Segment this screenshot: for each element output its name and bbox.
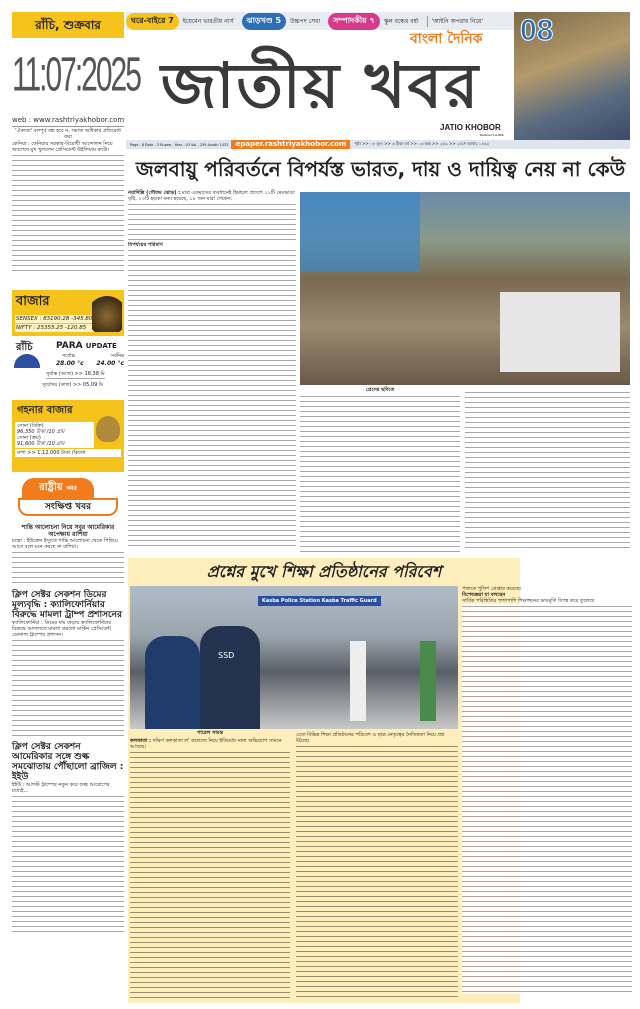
lead-article-col2	[300, 394, 460, 552]
strip-right: পৃষ্ঠা >> ০৮ মূল্য >> ৩ টাকা বর্ষ >> ০৩ অঙ্ক >> ২৫৯ >> ২৫শে আষাঢ় ১৪৩২	[354, 141, 490, 146]
lead-subhead: বিপর্যয়ের পরিমাণ	[128, 242, 163, 248]
brief-lead: মস্কো : ইউক্রেন ইস্যুতে শান্তি আলোচনা থেকে পিছিয়ে আসে বলে মনে করছে না রাশিয়া।	[12, 538, 118, 550]
info-strip	[126, 140, 630, 149]
second-headline: প্রশ্নের মুখে শিক্ষা প্রতিষ্ঠানের পরিবেশ	[206, 562, 442, 581]
teaser-4[interactable]	[427, 16, 483, 27]
teaser-3[interactable]	[328, 13, 418, 30]
second-col2	[296, 732, 458, 1000]
teaser-text: উচ্চপদ সেবা	[290, 17, 321, 25]
section-title-a: রাষ্ট্রীয়	[39, 482, 63, 493]
lead-photo	[300, 192, 630, 385]
epaper-link[interactable]: epaper.rashtriyakhobor.com	[231, 140, 350, 149]
lead-text: মাত্র একমাসের ব্যবধানেই হিমাচল প্রদেশে ১১টি মেঘভাঙা বৃষ্টি, ২৩টি হড়কা বন্যা হয়েছে, ১৮ জন মারা গেছেন।	[128, 190, 295, 202]
teaser-text: ইয়েমেন ভারতীয় নার্স	[182, 17, 234, 25]
weather-umbrella-icon	[14, 354, 40, 368]
gold-buy-label: সোনা (ক্রয়)	[17, 435, 41, 441]
teaser-tag: সম্পাদকীয় ৭	[328, 13, 380, 30]
lead-photo-caption: প্রেসের ছবিতে	[365, 387, 395, 393]
second-lead: দক্ষিণ কলকাতা ল' কলেজে নিয়ে ইতিমধ্যে নানা অভিযোগ সামনে আসছে।	[130, 738, 282, 750]
min-temp: 24.00 °c	[96, 360, 124, 367]
masthead-title: জাতীয় খবর	[160, 49, 481, 122]
intro-lead: কেনিয়া : কেনিয়ার সরকার-বিরোধী আন্দোলন নিয়ে অবশেষে মুখ খুললেন প্রেসিডেন্ট উইলিয়াম রুটো।	[12, 141, 113, 153]
max-label: সর্বোচ্চ	[62, 353, 76, 359]
lead-article	[128, 190, 296, 548]
weather-title	[56, 341, 117, 352]
section-title-b: খবর	[66, 485, 77, 492]
weather-city: রাঁচি	[16, 342, 33, 353]
brief-2	[12, 590, 124, 738]
second-photo	[130, 586, 458, 729]
second-col2-lead: এতে বিভিন্ন শিক্ষা প্রতিষ্ঠানের পরিবেশ ও ছাত্র নেতৃত্বের নৈতিকতা নিয়ে প্রশ্ন উঠছে।	[296, 732, 445, 744]
brief-headline: ক্লিপ সেক্টর সেকশন ডিমের মূল্যবৃদ্ধি : ক্যালিফোর্নিয়ার বিরুদ্ধে মামলা ট্রাম্প প্রশাসনের	[12, 590, 122, 620]
weather-title-a: PARA	[56, 341, 83, 351]
teaser-1[interactable]	[126, 13, 234, 30]
photo-credit: পারেল সামন্ত	[196, 730, 224, 736]
gold-bag-icon	[96, 416, 120, 442]
brief-headline: শান্তি আলোচনা নিয়ে সবুর আমেরিকার অপেক্ষায় রাশিয়া	[21, 524, 115, 538]
weather-box	[12, 340, 124, 396]
sunrise-time: সূর্যোদয় (কাল) >> 05.09 মি	[42, 382, 104, 388]
second-dateline: কলকাতা :	[130, 738, 152, 744]
second-right-text: সার্বিক পরিস্থিতির পাশাপাশি শিক্ষাঙ্গনের ভাবমূর্তি বিপন্ন করে তুলেছে	[462, 598, 595, 604]
briefs-column	[12, 524, 124, 934]
brief-lead: ক্যালিফোর্নিয়া : ডিমের দাম বাড়ায় ক্যালিফোর্নিয়ার বিরুদ্ধে আদালতে মামলা করলো মার্কিন প্রেসিডেন্ট ডোনাল্ড ট্রাম্পের প্রশাসন।	[12, 620, 112, 638]
second-right-subhead: বিশেষজ্ঞরা যা বলছেন	[462, 592, 506, 598]
masthead-english-sub: BANGLA DAINIK	[480, 133, 504, 137]
bull-icon	[92, 292, 122, 332]
intro-headline: 'ঐক্যতা' বলপূর্ব বন্ধ হবে ন, সমাজ অধিকার প্রতিরোধ করা	[12, 126, 124, 140]
city-day-banner: রাঁচি, শুক্রবার	[12, 12, 124, 38]
teaser-tag: ঝাড়খণ্ড 5	[242, 13, 286, 30]
lead-headline: জলবায়ু পরিবর্তনে বিপর্যস্ত ভারত, দায় ও দায়িত্ব নেয় না কেউ	[135, 157, 626, 181]
sunset-time: সূর্যাস্ত (আজ) >> 18.38 মি	[46, 371, 105, 377]
section-header	[12, 478, 124, 520]
teaser-text: 'আইনি অপরাধ নিয়ে'	[431, 17, 484, 25]
gold-sell-label: সোনা (বিক্রি)	[17, 423, 44, 429]
market-title: বাজার	[16, 294, 50, 309]
teaser-bar	[126, 12, 514, 30]
strip-left: Page - 8 Rate - 3 Rupee - Year - 03 Vol - 259 Asadh 1432	[130, 142, 229, 147]
gold-market-box	[12, 400, 124, 472]
brief-lead: ইইউ : আগস্ট ট্রাম্পের নতুন করে শুল্ক আরোপের মধ্যেই...	[12, 782, 110, 794]
second-col3	[462, 586, 632, 994]
second-col1	[130, 738, 290, 1000]
teaser-tag: ঘরে-বাইরে 7	[126, 13, 179, 30]
police-station-sign: Kasba Police Station Kasba Traffic Guard	[258, 596, 381, 606]
masthead-tagline: বাংলা দৈনিক	[410, 31, 483, 47]
lead-dateline: নয়াদিল্লি (গৌতম ঝোড়) :	[128, 190, 181, 196]
lead-article-col3	[465, 390, 630, 552]
market-box	[12, 290, 124, 336]
shirt-text: SSD	[218, 651, 235, 660]
second-right-lead: পালকে পুলিশ গ্রেপ্তার করেছে।	[462, 586, 522, 592]
silver-price: রুপা >> 1,12,000 টাকা /কিলো	[15, 449, 121, 457]
page-number-badge: 08	[520, 14, 554, 47]
weather-title-b: UPDATE	[85, 342, 117, 350]
teaser-2[interactable]	[242, 13, 321, 30]
gold-title: গহনার বাজার	[17, 405, 73, 416]
brief-headline: ক্লিপ সেক্টর সেকশন আমেরিকার সঙ্গে শুল্ক সমঝোতায় পৌঁছালো ব্রাজিল : ইইউ	[12, 742, 124, 782]
section-title: সংক্ষিপ্ত খবর	[18, 498, 118, 516]
masthead-english: JATIO KHOBOR	[440, 123, 501, 132]
nifty-value: NIFTY : 25355.25 -120.85	[15, 324, 94, 332]
teaser-text: স্কুল বন্ধের বর্ষা	[383, 17, 419, 25]
gold-sell-price: 96,350 টাকা /10 গ্রাম	[17, 429, 65, 435]
brief-1	[12, 524, 124, 586]
intro-body	[12, 153, 124, 273]
gold-buy-price: 91,600 টাকা /10 গ্রাম	[17, 441, 65, 447]
sensex-value: SENSEX : 83190.28 -345.80	[16, 316, 93, 322]
issue-date: 11:07:2025	[12, 48, 140, 102]
min-label: সর্বনিম্ন	[110, 353, 124, 359]
page-badge-photo	[514, 12, 630, 140]
website-link[interactable]: web : www.rashtriyakhobor.com	[12, 116, 125, 124]
max-temp: 28.00 °c	[56, 360, 84, 367]
intro-block	[12, 116, 124, 273]
brief-3	[12, 742, 124, 934]
